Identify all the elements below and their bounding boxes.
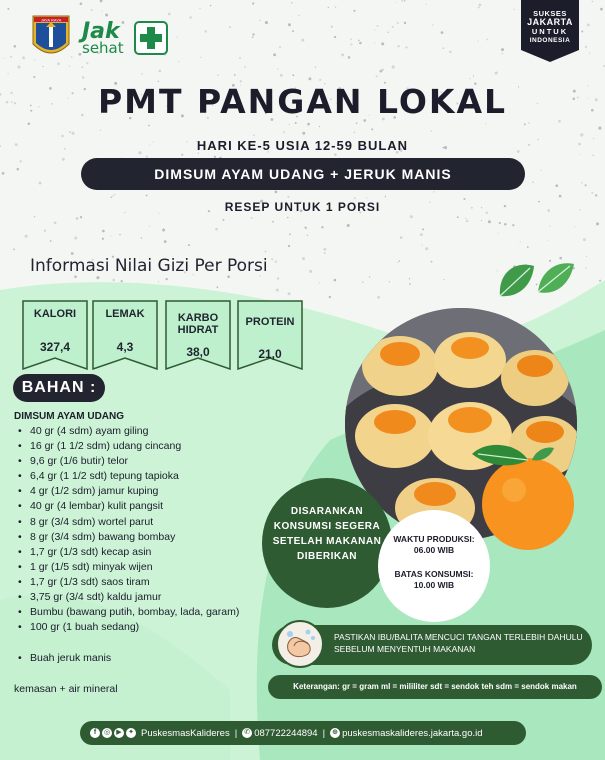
- nutrition-label: KARBO HIDRAT: [177, 312, 219, 336]
- bahan-label-pill: BAHAN :: [13, 374, 105, 402]
- instagram-icon[interactable]: ◎: [103, 729, 111, 736]
- jaksehat-logo-line1: Jak: [82, 18, 120, 44]
- badge-line: UNTUK: [531, 27, 569, 36]
- list-item: • Bumbu (bawang putih, bombay, lada, garam): [18, 605, 239, 620]
- whatsapp-icon: ✆: [242, 728, 252, 738]
- badge-line: SUKSES: [533, 9, 567, 18]
- list-item: • 1,7 gr (1/3 sdt) kecap asin: [18, 545, 239, 560]
- list-item: • 8 gr (3/4 sdm) bawang bombay: [18, 530, 239, 545]
- production-time-label: WAKTU PRODUKSI:: [393, 534, 475, 544]
- ingredient-list: [18, 424, 239, 635]
- dki-jakarta-emblem-icon: [30, 14, 72, 62]
- list-item: • 9,6 gr (1/6 butir) telor: [18, 454, 239, 469]
- consume-advice-circle: DISARANKAN KONSUMSI SEGERA SETELAH MAKANAN DIBERIKAN: [262, 478, 392, 608]
- nutrition-label: KALORI: [33, 308, 77, 320]
- consume-limit-value: 10.00 WIB: [413, 580, 455, 590]
- recipe-name: DIMSUM AYAM UDANG: [14, 411, 125, 422]
- nutrition-value: 38,0: [186, 345, 210, 359]
- nutrition-card-karbohidrat: [165, 300, 231, 370]
- nutrition-label: LEMAK: [105, 308, 145, 320]
- list-item: • 100 gr (1 buah sedang): [18, 620, 239, 635]
- phone-number[interactable]: 087722244894: [254, 727, 318, 739]
- handwash-icon: [276, 620, 324, 668]
- abbreviation-legend: Keterangan: gr = gram ml = mililiter sdt = sendok teh sdm = sendok makan: [268, 675, 602, 699]
- list-item: • 1 gr (1/5 sdt) minyak wijen: [18, 560, 239, 575]
- leaves-icon: [496, 252, 576, 307]
- youtube-icon[interactable]: ▶: [114, 728, 124, 738]
- divider: |: [322, 727, 326, 739]
- list-item: • 40 gr (4 lembar) kulit pangsit: [18, 499, 239, 514]
- consume-limit-label: BATAS KONSUMSI:: [394, 569, 474, 579]
- list-item: • 8 gr (3/4 sdm) wortel parut: [18, 515, 239, 530]
- social-handle[interactable]: PuskesmasKalideres: [141, 727, 230, 739]
- nutrition-info-title: Informasi Nilai Gizi Per Porsi: [30, 256, 268, 276]
- dki-logo-text: JAYA RAYA: [40, 17, 62, 23]
- jaksehat-logo-line2: sehat: [82, 38, 124, 57]
- nutrition-card-lemak: [92, 300, 158, 370]
- twitter-icon[interactable]: ✦: [126, 728, 136, 738]
- nutrition-label: PROTEIN: [245, 316, 295, 328]
- time-info-circle: [378, 510, 490, 622]
- page-title: PMT PANGAN LOKAL: [97, 82, 508, 121]
- globe-icon: ⊕: [330, 728, 340, 738]
- list-item: • 3,75 gr (3/4 sdt) kaldu jamur: [18, 590, 239, 605]
- list-item: • 4 gr (1/2 sdm) jamur kuping: [18, 484, 239, 499]
- page-subtitle: HARI KE-5 USIA 12-59 BULAN: [196, 138, 409, 153]
- packaging-note: kemasan + air mineral: [14, 683, 118, 695]
- list-item: • 1,7 gr (1/3 sdt) saos tiram: [18, 575, 239, 590]
- nutrition-value: 327,4: [39, 340, 71, 354]
- nutrition-value: 4,3: [116, 340, 134, 354]
- divider: |: [234, 727, 238, 739]
- menu-name-pill: DIMSUM AYAM UDANG + JERUK MANIS: [81, 158, 525, 190]
- list-item: • 40 gr (4 sdm) ayam giling: [18, 424, 239, 439]
- list-item: • 16 gr (1 1/2 sdm) udang cincang: [18, 439, 239, 454]
- list-item: • 6,4 gr (1 1/2 sdt) tepung tapioka: [18, 469, 239, 484]
- portion-label: RESEP UNTUK 1 PORSI: [224, 200, 381, 214]
- sukses-jakarta-badge-text: [521, 9, 579, 45]
- jaksehat-logo: [82, 18, 124, 57]
- production-time-value: 06.00 WIB: [413, 545, 455, 555]
- fruit-item: • Buah jeruk manis: [18, 652, 111, 664]
- footer-contact-bar: [80, 721, 526, 745]
- badge-line: JAKARTA: [527, 17, 573, 27]
- badge-line: INDONESIA: [529, 37, 571, 44]
- health-cross-icon: [134, 21, 168, 55]
- facebook-icon[interactable]: f: [90, 728, 100, 738]
- header-logos: [30, 14, 168, 62]
- nutrition-card-protein: [237, 300, 303, 370]
- nutrition-card-kalori: [22, 300, 88, 370]
- nutrition-value: 21,0: [258, 347, 282, 361]
- handwash-text: PASTIKAN IBU/BALITA MENCUCI TANGAN TERLEBIH DAHULU SEBELUM MENYENTUH MAKANAN: [334, 632, 583, 654]
- website-link[interactable]: puskesmaskalideres.jakarta.go.id: [342, 727, 483, 739]
